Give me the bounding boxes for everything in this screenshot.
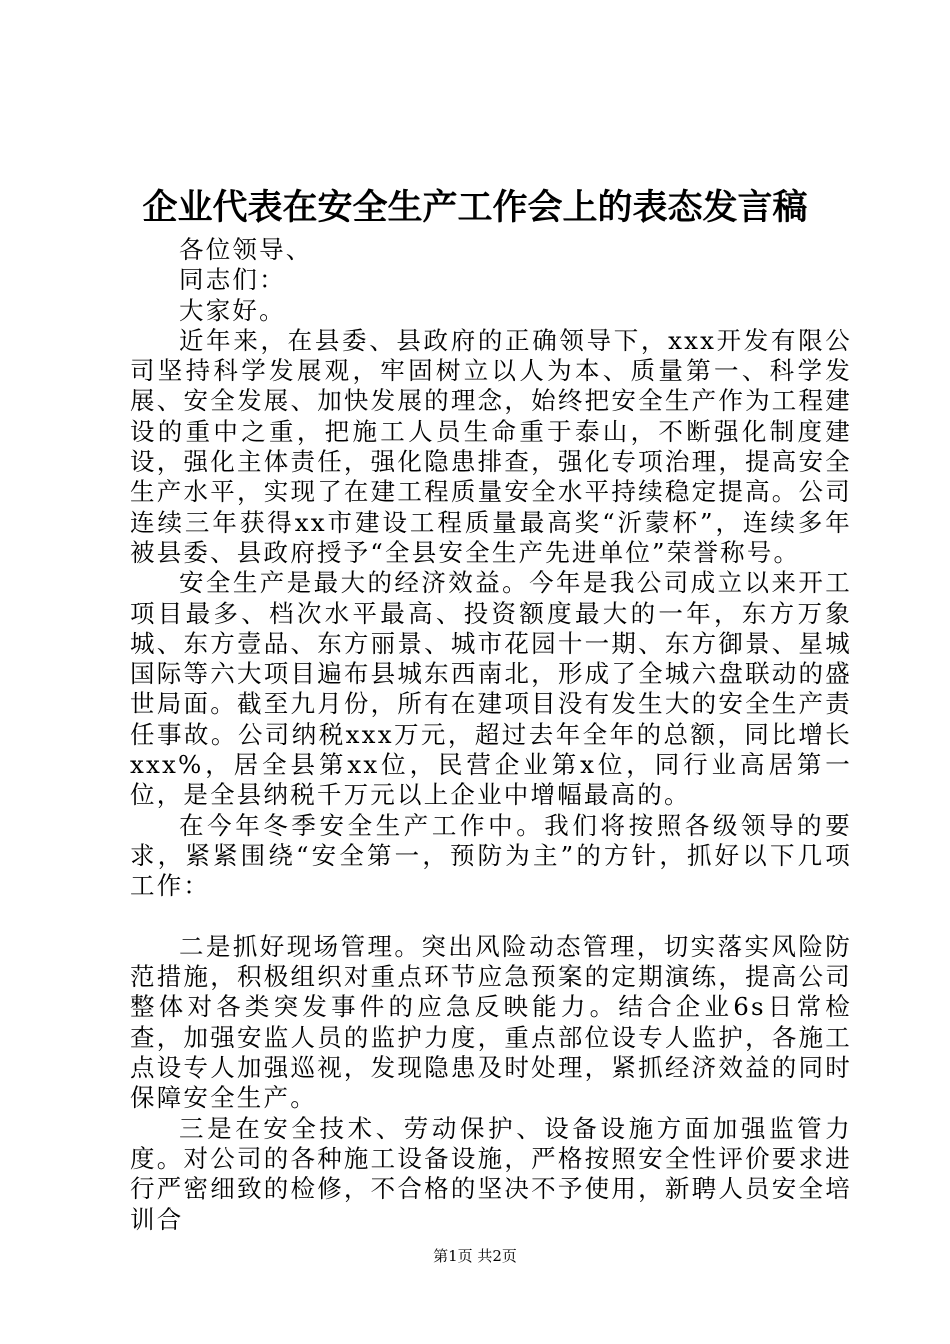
page-footer: 第1页 共2页: [433, 1247, 517, 1265]
greeting-line: 各位领导、: [179, 235, 313, 264]
body-paragraph: 二是抓好现场管理。突出风险动态管理，切实落实风险防范措施，积极组织对重点环节应急预案的定期演练，提高公司整体对各类突发事件的应急反映能力。结合企业6s日常检查，加强安监人员的监护力度，重点部位设专人监护，各施工点设专人加强巡视，发现隐患及时处理，紧抓经济效益的同时保障安全生产。: [130, 931, 852, 1113]
document-title: 企业代表在安全生产工作会上的表态发言稿: [142, 187, 808, 228]
document-body: [130, 235, 852, 1235]
greeting-line: 同志们：: [179, 265, 286, 295]
body-paragraph: 在今年冬季安全生产工作中。我们将按照各级领导的要求，紧紧围绕“安全第一，预防为主”的方针，抓好以下几项工作：: [130, 810, 852, 901]
body-paragraph: 安全生产是最大的经济效益。今年是我公司成立以来开工项目最多、档次水平最高、投资额度最大的一年，东方万象城、东方壹品、东方丽景、城市花园十一期、东方御景、星城国际等六大项目遍布县城东西南北，形成了全城六盘联动的盛世局面。截至九月份，所有在建项目没有发生大的安全生产责任事故。公司纳税xxx万元，超过去年全年的总额，同比增长xxx%，居全县第xx位，民营企业第x位，同行业高居第一位，是全县纳税千万元以上企业中增幅最高的。: [130, 568, 852, 810]
blank-line: [130, 902, 852, 932]
greeting-line: 大家好。: [179, 295, 286, 325]
body-paragraph: 近年来，在县委、县政府的正确领导下，xxx开发有限公司坚持科学发展观，牢固树立以人为本、质量第一、科学发展、安全发展、加快发展的理念，始终把安全生产作为工程建设的重中之重，把施工人员生命重于泰山，不断强化制度建设，强化主体责任，强化隐患排查，强化专项治理，提高安全生产水平，实现了在建工程质量安全水平持续稳定提高。公司连续三年获得xx市建设工程质量最高奖“沂蒙杯”，连续多年被县委、县政府授予“全县安全生产先进单位”荣誉称号。: [130, 325, 852, 567]
body-paragraph: 三是在安全技术、劳动保护、设备设施方面加强监管力度。对公司的各种施工设备设施，严格按照安全性评价要求进行严密细致的检修，不合格的坚决不予使用，新聘人员安全培训合: [130, 1113, 852, 1234]
